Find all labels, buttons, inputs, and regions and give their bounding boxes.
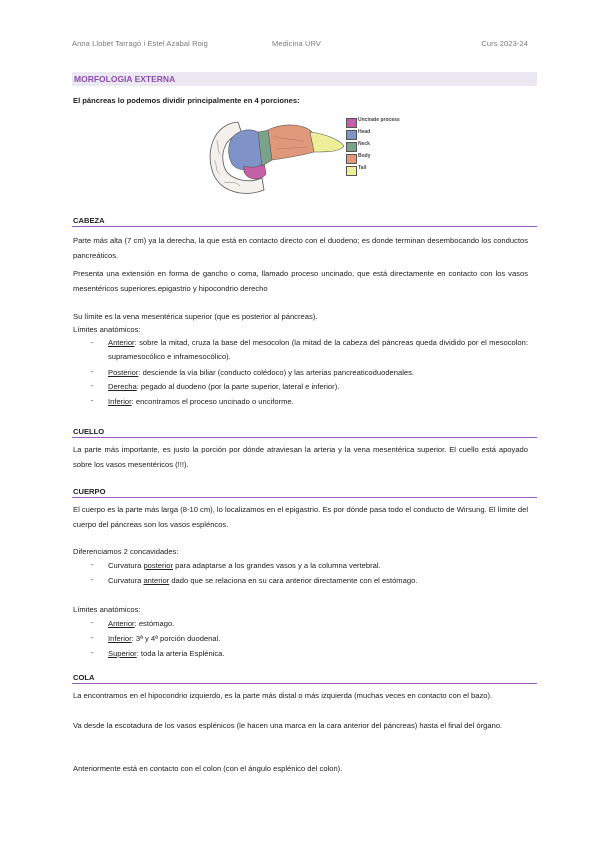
- section-title-cola: COLA: [73, 673, 95, 682]
- cabeza-limit-item: [108, 395, 528, 409]
- limit-term: Inferior: [108, 397, 132, 406]
- concavity-term: posterior: [143, 561, 173, 570]
- cola-paragraph-1: La encontramos en el hipocondrio izquierdo, es la parte más distal o más izquierda (muchas veces en contacto con el bazo).: [73, 691, 493, 700]
- cabeza-paragraph-3: Su límite es la vena mesentérica superior (que es posterior al páncreas).: [73, 312, 318, 321]
- bullet-dash: -: [91, 648, 94, 657]
- bullet-dash: -: [91, 560, 94, 569]
- bullet-dash: -: [91, 396, 94, 405]
- legend-label: Uncinate process: [358, 117, 400, 123]
- section-title-cuerpo: CUERPO: [73, 487, 106, 496]
- limit-desc: : desciende la vía biliar (conducto colédoco) y las arterias pancreaticoduodenales.: [138, 368, 415, 377]
- header-course: Curs 2023-24: [481, 39, 528, 48]
- section-title-cuello: CUELLO: [73, 427, 105, 436]
- concavity-prefix: Curvatura: [108, 561, 144, 570]
- bullet-dash: -: [91, 633, 94, 642]
- limit-term: Anterior: [108, 338, 135, 347]
- cola-paragraph-2: Va desde la escotadura de los vasos esplénicos (le hacen una marca en la cara anterior del páncreas) hasta el final del órgano.: [73, 721, 503, 730]
- cuerpo-limit-item: [108, 647, 528, 661]
- bullet-dash: -: [91, 381, 94, 390]
- cuerpo-concavity-item: [108, 559, 528, 573]
- legend-label: Head: [358, 129, 371, 135]
- cabeza-paragraph-2: Presenta una extensión en forma de gancho o coma, llamado proceso uncinado, que está directamente en contacto con los vasos mesentéricos superiores.epigastrio y hipocondrio derecho: [73, 269, 528, 293]
- cabeza-paragraph-1: Parte más alta (7 cm) ya la derecha, la que está en contacto directo con el duodeno; es donde terminan desembocando los conductos pancreáticos.: [73, 236, 528, 260]
- header-subject: Medicina URV: [272, 39, 321, 48]
- section-divider: [72, 226, 537, 227]
- limit-desc: : estómago.: [134, 619, 175, 628]
- cabeza-limit-item: [108, 380, 528, 394]
- legend-label: Neck: [358, 141, 370, 147]
- pancreas-illustration: [204, 110, 410, 200]
- legend-swatch: [346, 130, 357, 140]
- limit-term: Inferior: [108, 634, 132, 643]
- section-divider: [72, 683, 537, 684]
- limit-term: Derecha: [108, 382, 137, 391]
- cabeza-limit-item: [108, 366, 528, 380]
- cabeza-limit-item: [108, 336, 528, 364]
- section-divider: [72, 437, 537, 438]
- legend-swatch: [346, 118, 357, 128]
- header-authors: Anna Llobet Tarragó i Estel Azabal Roig: [72, 39, 208, 48]
- section-title-cabeza: CABEZA: [73, 216, 105, 225]
- legend-label: Body: [358, 153, 371, 159]
- section-divider: [72, 497, 537, 498]
- cuello-paragraph-1: La parte más importante, es justo la porción por dónde atraviesan la arteria y la vena mesentérica superior. El cuello está apoyado sobre los vasos mesentéricos (!!!).: [73, 445, 528, 469]
- concavity-prefix: Curvatura: [108, 576, 144, 585]
- bullet-dash: -: [91, 575, 94, 584]
- concavity-desc: para adaptarse a los grandes vasos y a la columna vertebral.: [173, 561, 381, 570]
- legend-swatch: [346, 166, 357, 176]
- cuerpo-limit-item: [108, 617, 528, 631]
- limit-desc: : toda la arteria Esplénica.: [136, 649, 225, 658]
- cuerpo-paragraph-1: El cuerpo es la parte más larga (8-10 cm), lo localizamos en el epigastrio. Es por dónde pasa todo el conducto de Wirsung. El límite del cuerpo del páncreas son los vasos espléncos.: [73, 505, 529, 529]
- legend-swatch: [346, 154, 357, 164]
- limit-term: Superior: [108, 649, 137, 658]
- cola-paragraph-3: Anteriormente está en contacto con el colon (con el ángulo esplénico del colon).: [73, 764, 343, 773]
- bullet-dash: -: [91, 338, 94, 347]
- limit-desc: : encontramos el proceso uncinado o unciforme.: [131, 397, 294, 406]
- legend-swatch: [346, 142, 357, 152]
- cuerpo-limit-item: [108, 632, 528, 646]
- intro-text: El páncreas lo podemos dividir principalmente en 4 porciones:: [73, 96, 300, 105]
- limit-desc: : pegado al duodeno (por la parte superior, lateral e inferior).: [136, 382, 340, 391]
- section-main-title: MORFOLOGIA EXTERNA: [72, 72, 537, 86]
- cabeza-limits-label: Límites anatómicos:: [73, 325, 141, 334]
- limit-term: Anterior: [108, 619, 135, 628]
- concavity-desc: dado que se relaciona en su cara anterior directamente con el estómago.: [169, 576, 418, 585]
- limit-desc: : sobre la mitad, cruza la base del mesocolon (la mitad de la cabeza del páncreas queda dividido por el mesocolon: supramesocólico e inframesocólico).: [108, 338, 528, 361]
- limit-desc: : 3ª y 4ª porción duodenal.: [131, 634, 221, 643]
- bullet-dash: -: [91, 367, 94, 376]
- concavity-term: anterior: [143, 576, 170, 585]
- cuerpo-concavities-label: Diferenciamos 2 concavidades:: [73, 547, 179, 556]
- limit-term: Posterior: [108, 368, 139, 377]
- bullet-dash: -: [91, 618, 94, 627]
- legend-label: Tail: [358, 165, 367, 171]
- cuerpo-concavity-item: [108, 574, 528, 588]
- cuerpo-limits-label: Límites anatómicos:: [73, 605, 141, 614]
